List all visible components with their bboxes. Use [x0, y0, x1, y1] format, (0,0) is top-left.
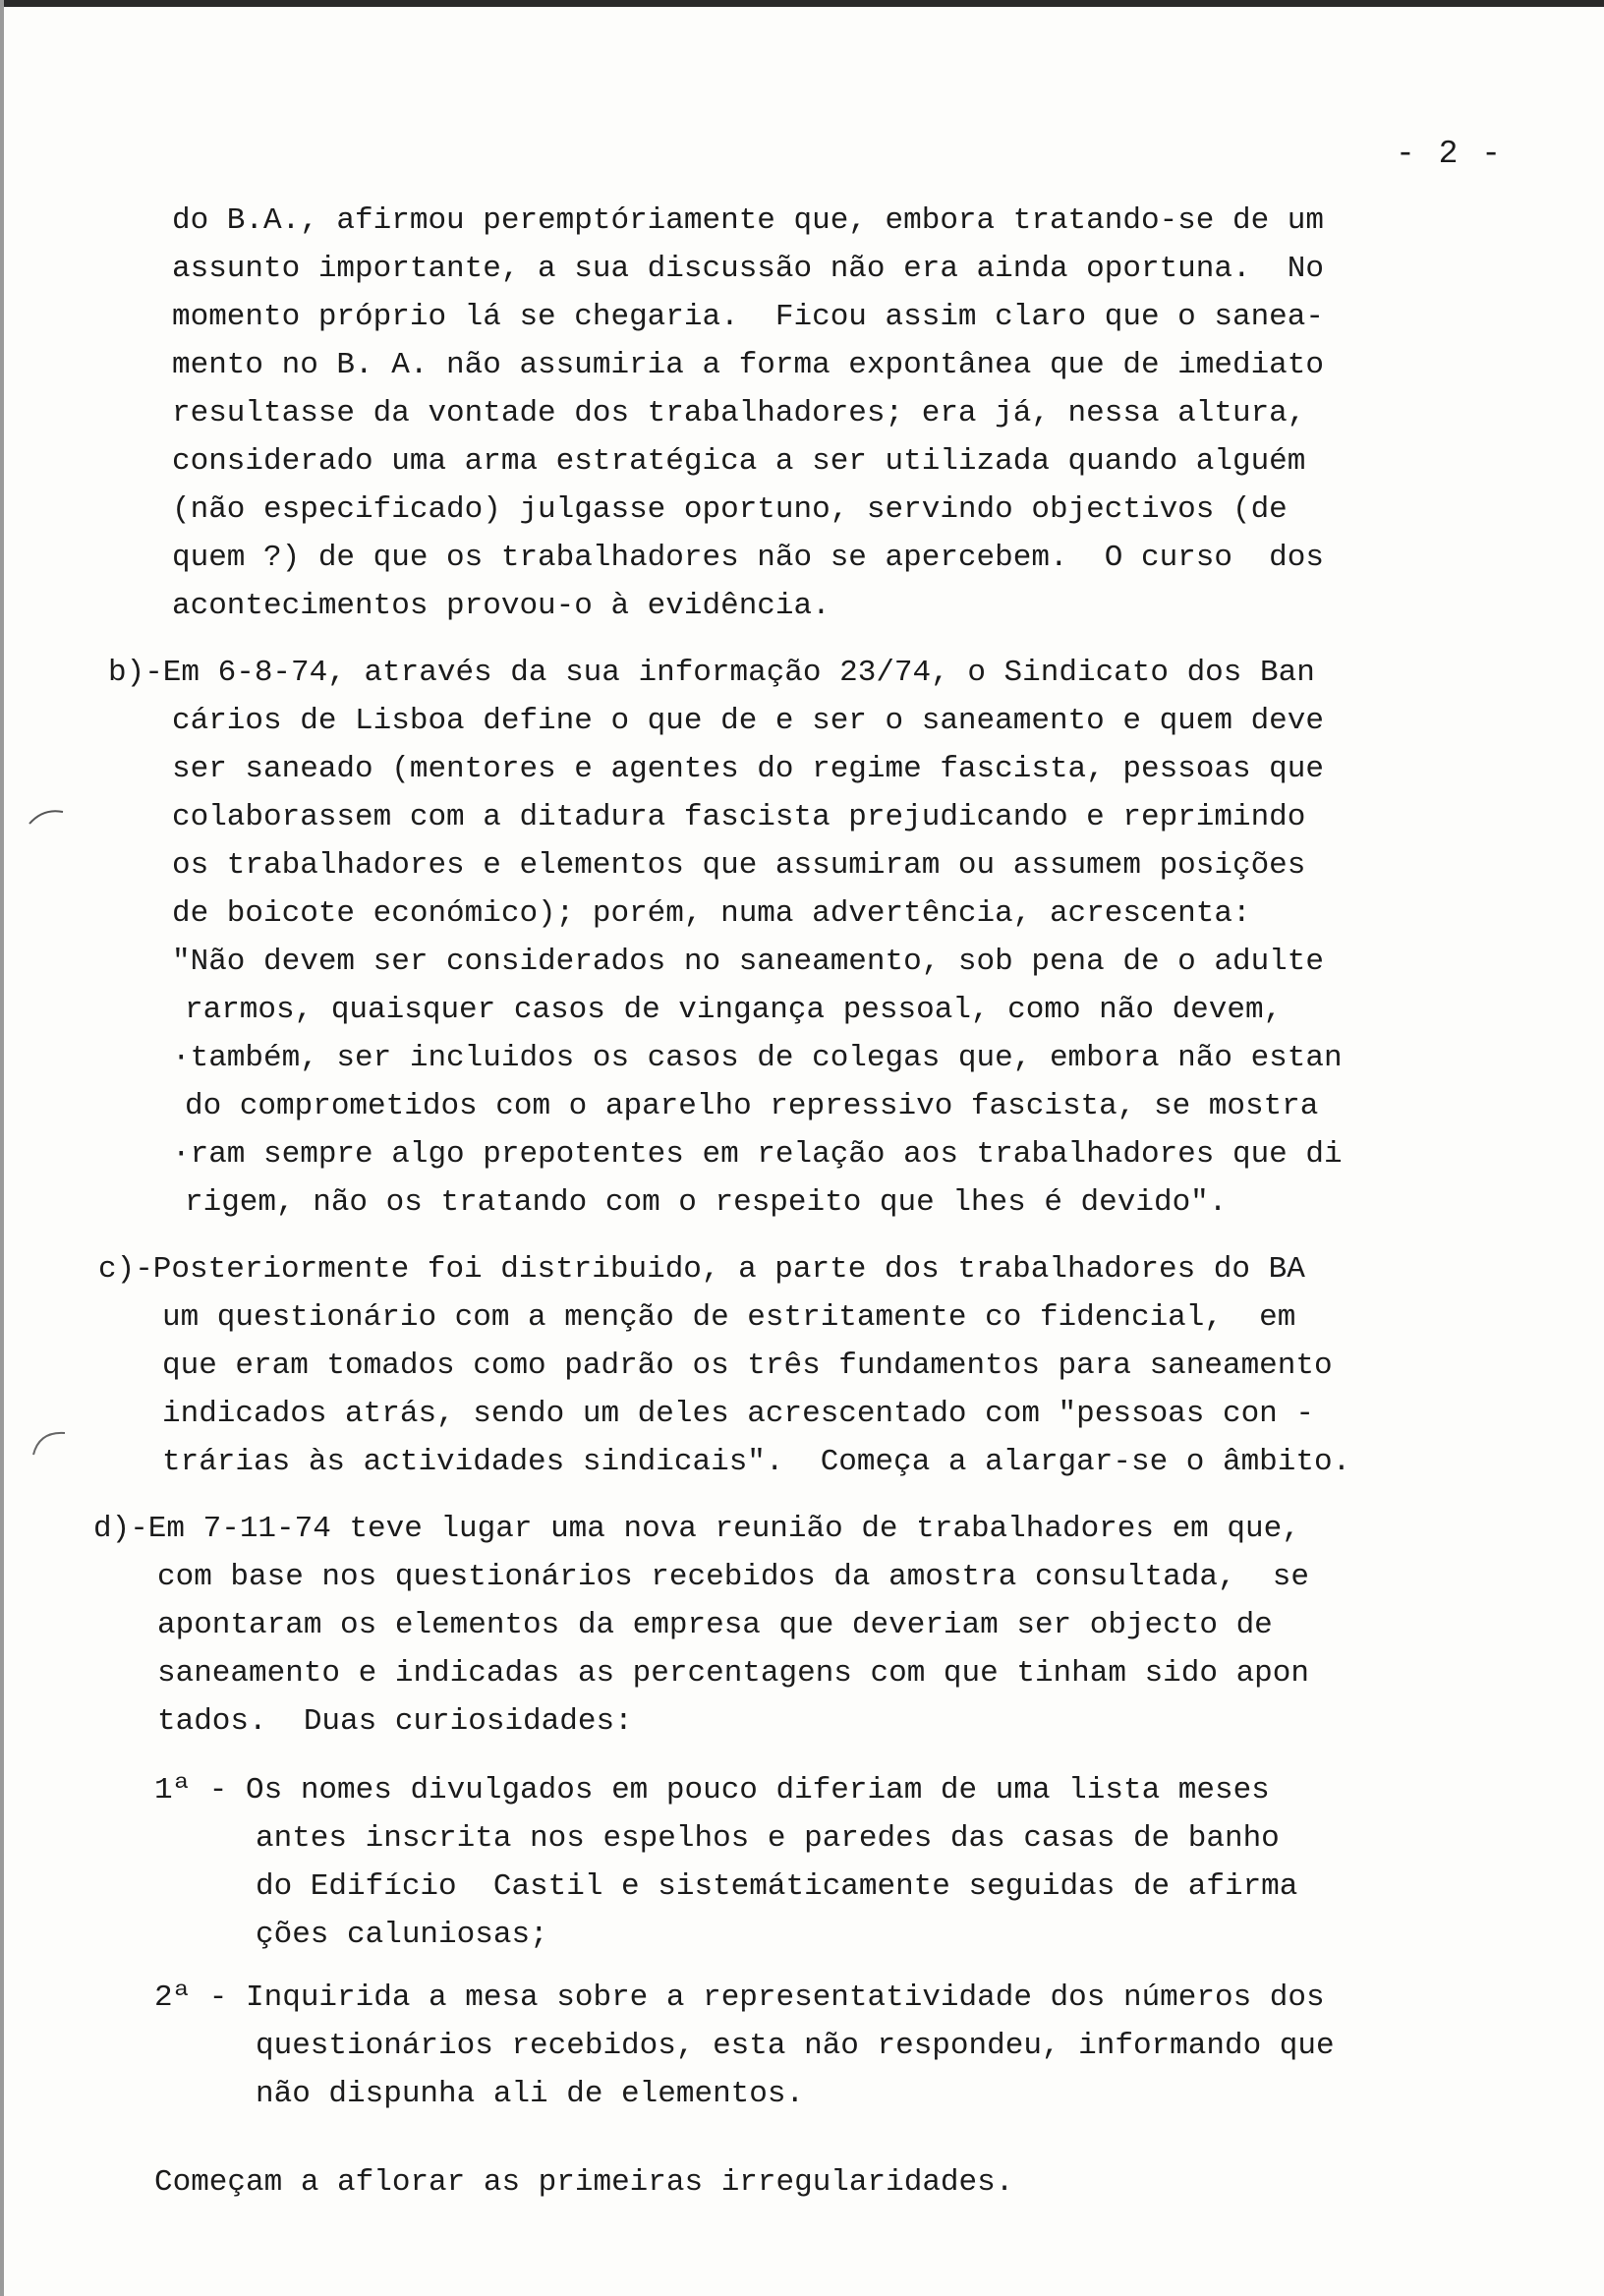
text-line: c)-Posteriormente foi distribuido, a parte dos trabalhadores do BA — [98, 1252, 1305, 1287]
top-rule — [0, 0, 1604, 7]
text-line: ser saneado (mentores e agentes do regime fascista, pessoas que — [172, 752, 1324, 786]
text-line: de boicote económico); porém, numa advertência, acrescenta: — [172, 896, 1251, 931]
text-line: quem ?) de que os trabalhadores não se apercebem. O curso dos — [172, 541, 1324, 575]
text-line: do Edifício Castil e sistemáticamente seguidas de afirma — [256, 1869, 1298, 1904]
text-line: assunto importante, a sua discussão não era ainda oportuna. No — [172, 252, 1324, 286]
text-line: cários de Lisboa define o que de e ser o saneamento e quem deve — [172, 704, 1324, 738]
text-line: que eram tomados como padrão os três fundamentos para saneamento — [162, 1349, 1333, 1383]
text-line: b)-Em 6-8-74, através da sua informação 23/74, o Sindicato dos Ban — [108, 656, 1315, 690]
text-line: saneamento e indicadas as percentagens com que tinham sido apon — [157, 1656, 1309, 1691]
text-line: 2ª - Inquirida a mesa sobre a representatividade dos números dos — [154, 1980, 1325, 2015]
text-line: ·ram sempre algo prepotentes em relação aos trabalhadores que di — [172, 1137, 1343, 1172]
text-line: antes inscrita nos espelhos e paredes das casas de banho — [256, 1821, 1280, 1856]
page-number: - 2 - — [1396, 136, 1504, 172]
text-line: ·também, ser incluidos os casos de colegas que, embora não estan — [172, 1041, 1343, 1075]
text-line: considerado uma arma estratégica a ser utilizada quando alguém — [172, 444, 1306, 479]
text-line: com base nos questionários recebidos da amostra consultada, se — [157, 1560, 1309, 1594]
text-line: 1ª - Os nomes divulgados em pouco diferiam de uma lista meses — [154, 1773, 1270, 1808]
margin-mark-1 — [28, 804, 67, 828]
text-line: colaborassem com a ditadura fascista prejudicando e reprimindo — [172, 800, 1306, 834]
text-line: indicados atrás, sendo um deles acrescentado com "pessoas con - — [162, 1397, 1314, 1431]
text-line: (não especificado) julgasse oportuno, servindo objectivos (de — [172, 492, 1288, 527]
text-line: resultasse da vontade dos trabalhadores; era já, nessa altura, — [172, 396, 1306, 430]
text-line: rigem, não os tratando com o respeito que lhes é devido". — [185, 1185, 1228, 1220]
margin-mark-2 — [29, 1425, 69, 1464]
text-line: trárias às actividades sindicais". Começa a alargar-se o âmbito. — [162, 1445, 1351, 1479]
text-line: d)-Em 7-11-74 teve lugar uma nova reunião de trabalhadores em que, — [93, 1512, 1300, 1546]
text-line: ções caluniosas; — [256, 1918, 548, 1952]
text-line: momento próprio lá se chegaria. Ficou assim claro que o sanea- — [172, 300, 1324, 334]
left-page-edge — [0, 0, 4, 2296]
text-line: apontaram os elementos da empresa que deveriam ser objecto de — [157, 1608, 1273, 1642]
text-line: mento no B. A. não assumiria a forma expontânea que de imediato — [172, 348, 1324, 382]
text-line: do B.A., afirmou peremptóriamente que, embora tratando-se de um — [172, 203, 1324, 238]
text-line: rarmos, quaisquer casos de vingança pessoal, como não devem, — [185, 993, 1283, 1027]
text-line: não dispunha ali de elementos. — [256, 2077, 805, 2111]
text-line: Começam a aflorar as primeiras irregularidades. — [154, 2165, 1014, 2200]
text-line: questionários recebidos, esta não respondeu, informando que — [256, 2029, 1335, 2063]
text-line: tados. Duas curiosidades: — [157, 1704, 633, 1739]
text-line: do comprometidos com o aparelho repressivo fascista, se mostra — [185, 1089, 1319, 1123]
text-line: "Não devem ser considerados no saneamento, sob pena de o adulte — [172, 945, 1324, 979]
text-line: acontecimentos provou-o à evidência. — [172, 589, 831, 623]
text-line: um questionário com a menção de estritamente co fidencial, em — [162, 1300, 1296, 1335]
text-line: os trabalhadores e elementos que assumiram ou assumem posições — [172, 848, 1306, 883]
